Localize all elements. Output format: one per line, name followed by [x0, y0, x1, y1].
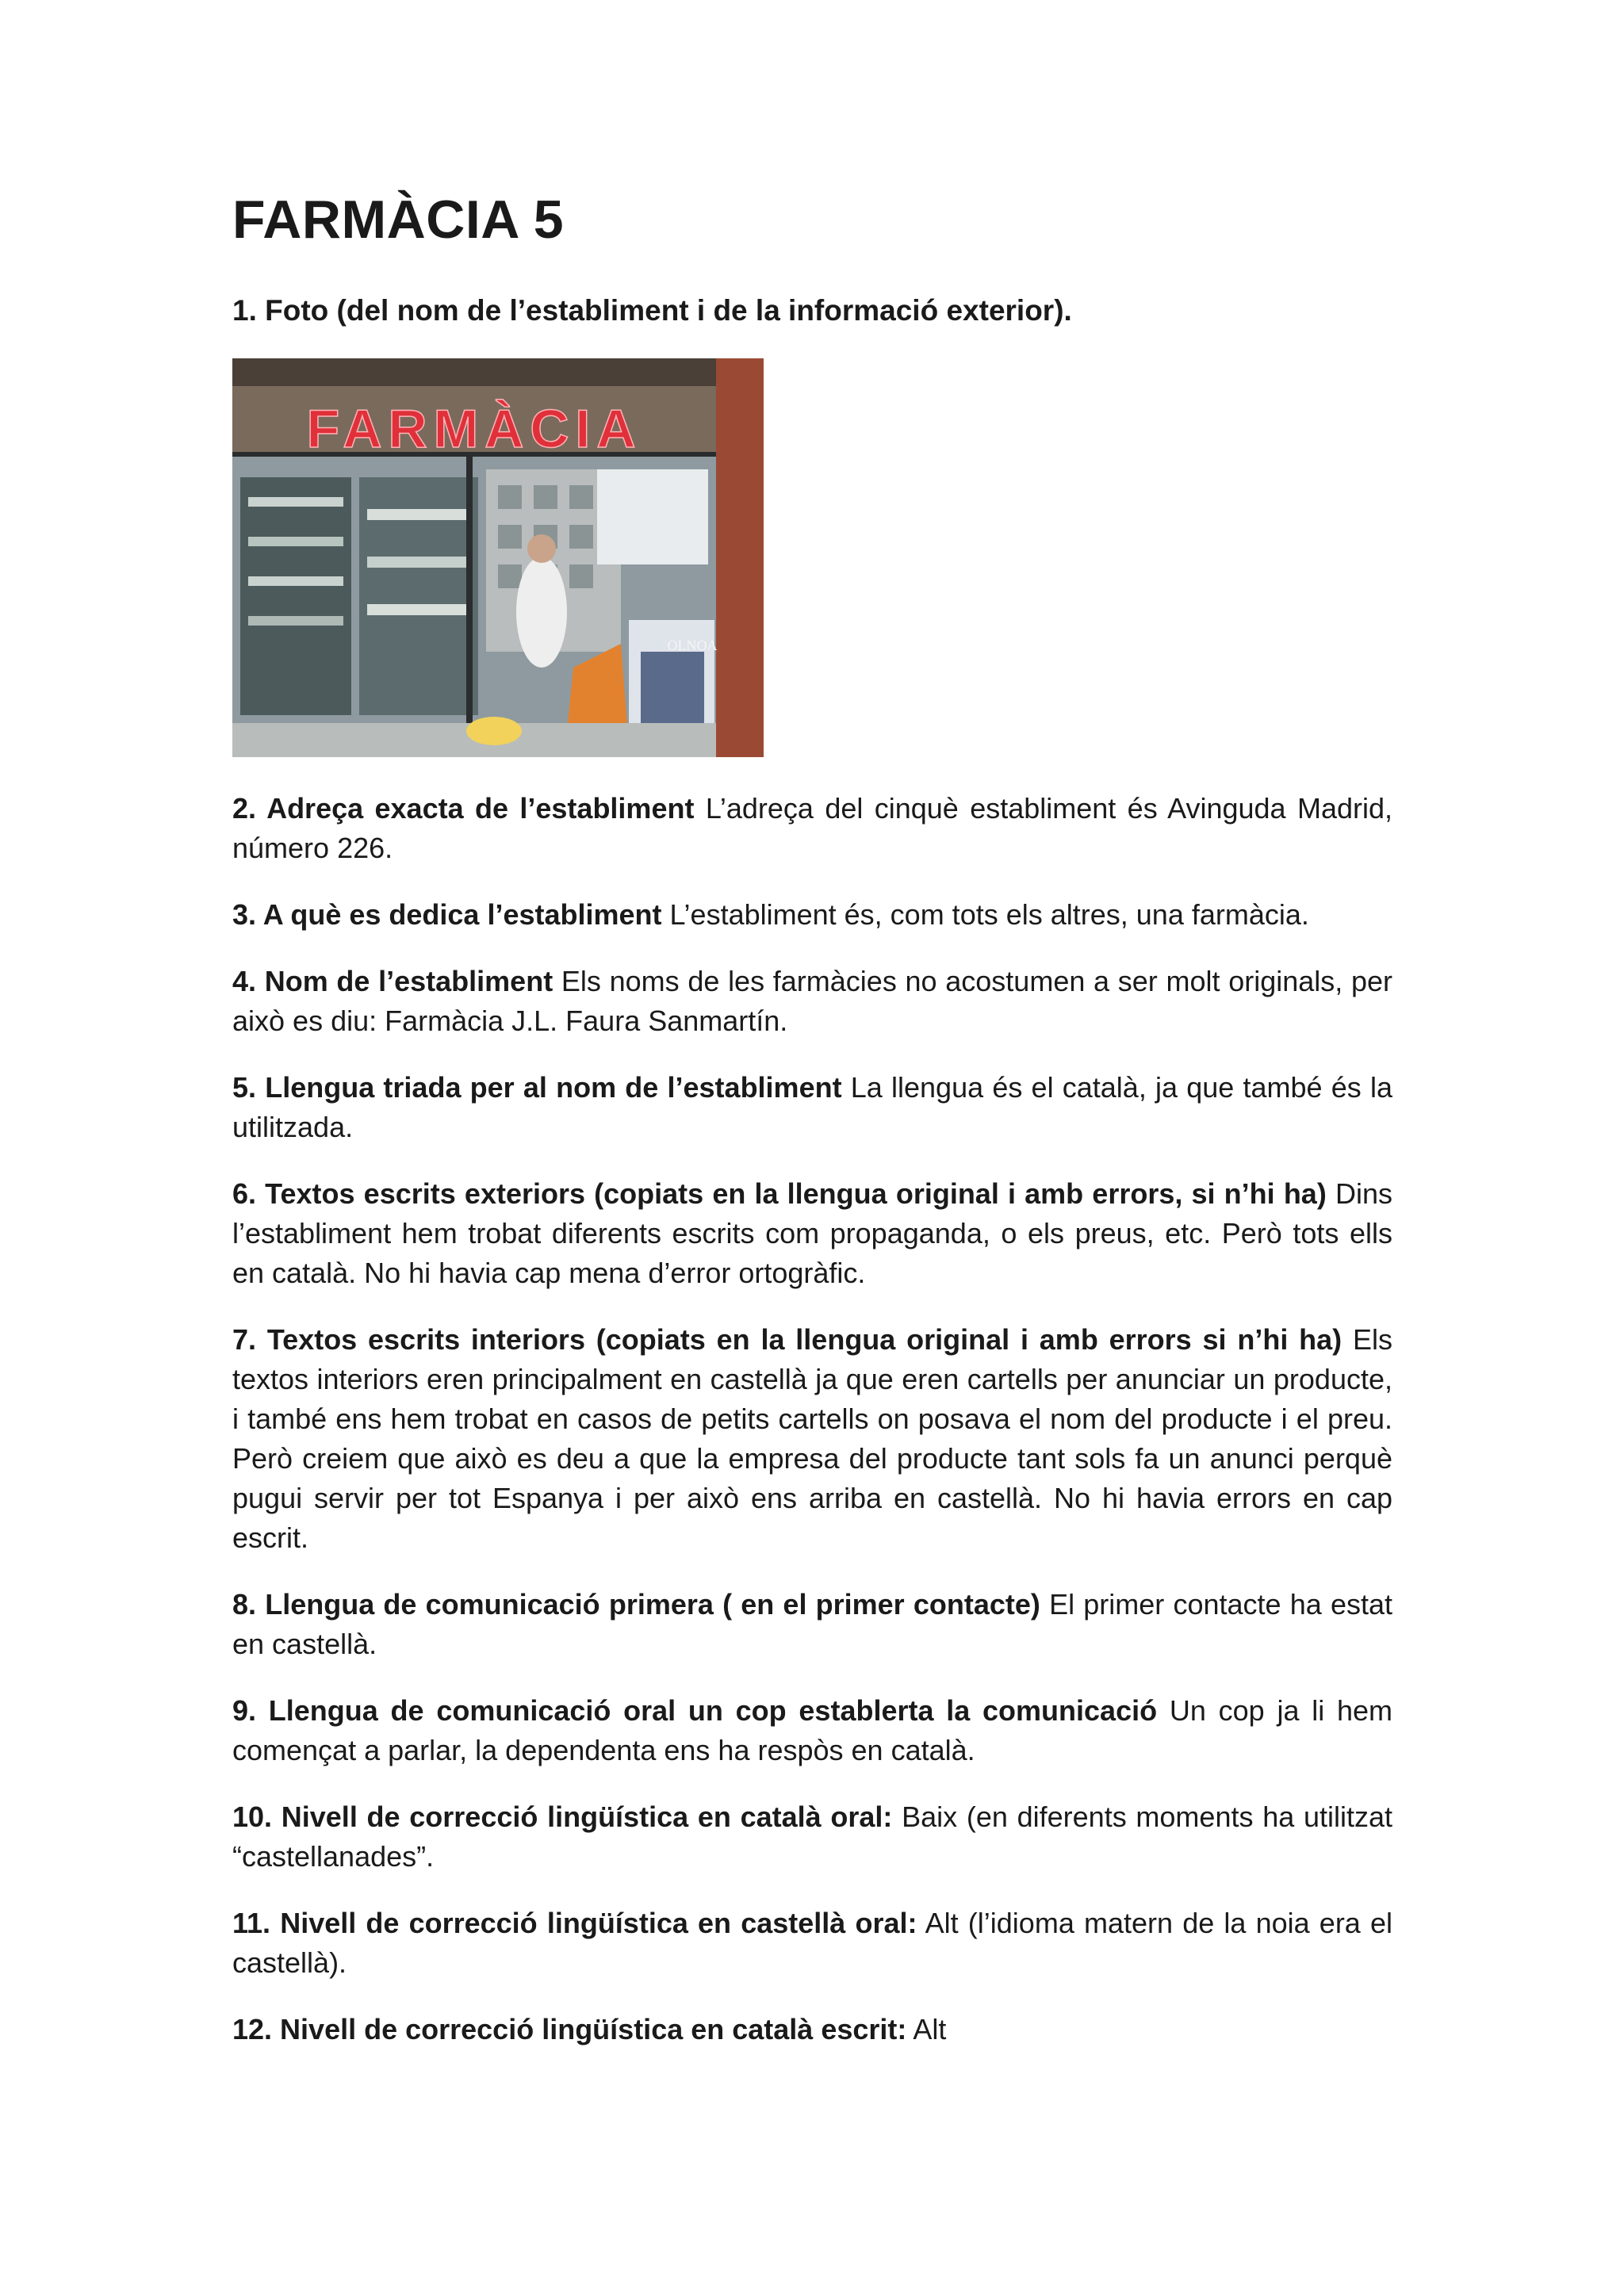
answer-text: Els noms de les farmàcies no acostumen a ser molt originals, per això es diu: Farmàcia J.L. Faura Sanmartín. — [232, 965, 1392, 1037]
questionnaire-answers — [232, 789, 1392, 2076]
answer-text: L’establiment és, com tots els altres, una farmàcia. — [661, 898, 1309, 931]
answer-label: 6. Textos escrits exteriors (copiats en la llengua original i amb errors, si n’hi ha) — [232, 1177, 1327, 1210]
answer-item — [232, 1585, 1392, 1664]
answer-label: 3. A què es dedica l’establiment — [232, 898, 662, 931]
answer-label: 9. Llengua de comunicació oral un cop establerta la comunicació — [232, 1694, 1158, 1727]
answer-item — [232, 1068, 1392, 1147]
question-1-label: 1. Foto (del nom de l’establiment i de la informació exterior). — [232, 294, 1072, 327]
answer-label: 8. Llengua de comunicació primera ( en el primer contacte) — [232, 1588, 1040, 1621]
answer-item — [232, 895, 1392, 935]
answer-label: 12. Nivell de correcció lingüística en català escrit: — [232, 2013, 907, 2045]
poster-brand-text: OLNOA — [667, 637, 718, 653]
page-title: FARMÀCIA 5 — [232, 189, 565, 250]
answer-label: 2. Adreça exacta de l’establiment — [232, 792, 695, 825]
answer-text: Un cop ja li hem començat a parlar, la dependenta ens ha respòs en català. — [232, 1694, 1393, 1766]
answer-text: Alt (l’idioma matern de la noia era el castellà). — [232, 1907, 1393, 1979]
answer-label: 4. Nom de l’establiment — [232, 965, 553, 997]
answer-label: 7. Textos escrits interiors (copiats en la llengua original i amb errors si n’hi ha) — [232, 1323, 1342, 1356]
answer-label: 10. Nivell de correcció lingüística en català oral: — [232, 1800, 893, 1833]
answer-label: 11. Nivell de correcció lingüística en castellà oral: — [232, 1907, 917, 1939]
answer-text: La llengua és el català, ja que també és la utilitzada. — [232, 1071, 1393, 1143]
answer-item — [232, 1174, 1392, 1293]
answer-text: Els textos interiors eren principalment en castellà ja que eren cartells per anunciar un producte, i també ens hem trobat en casos de petits cartells on posava el nom del producte i el preu. Però creiem que això es deu a que la empresa del producte tant sols fa un anunci perquè pugui servir per tot Espanya i per això ens arriba en castellà. No hi havia errors en cap escrit. — [232, 1323, 1393, 1554]
answer-item — [232, 2010, 1392, 2049]
answer-text: Baix (en diferents moments ha utilitzat “castellanades”. — [232, 1800, 1392, 1873]
answer-item — [232, 962, 1392, 1041]
answer-item — [232, 789, 1392, 868]
answer-text: Dins l’establiment hem trobat diferents escrits com propaganda, o els preus, etc. Però tots ells en català. No hi havia cap mena d’error ortogràfic. — [232, 1177, 1392, 1289]
storefront-illustration — [232, 358, 764, 757]
answer-item — [232, 1904, 1392, 1983]
answer-text: L’adreça del cinquè establiment és Avinguda Madrid, número 226. — [232, 792, 1392, 864]
answer-item — [232, 1691, 1392, 1770]
answer-label: 5. Llengua triada per al nom de l’establiment — [232, 1071, 842, 1104]
answer-text: El primer contacte ha estat en castellà. — [232, 1588, 1392, 1660]
answer-text: Alt — [906, 2013, 947, 2045]
storefront-sign-text: FARMÀCIA — [306, 399, 642, 459]
answer-item — [232, 1797, 1392, 1877]
answer-item — [232, 1320, 1392, 1558]
pharmacy-storefront-photo — [232, 358, 764, 757]
